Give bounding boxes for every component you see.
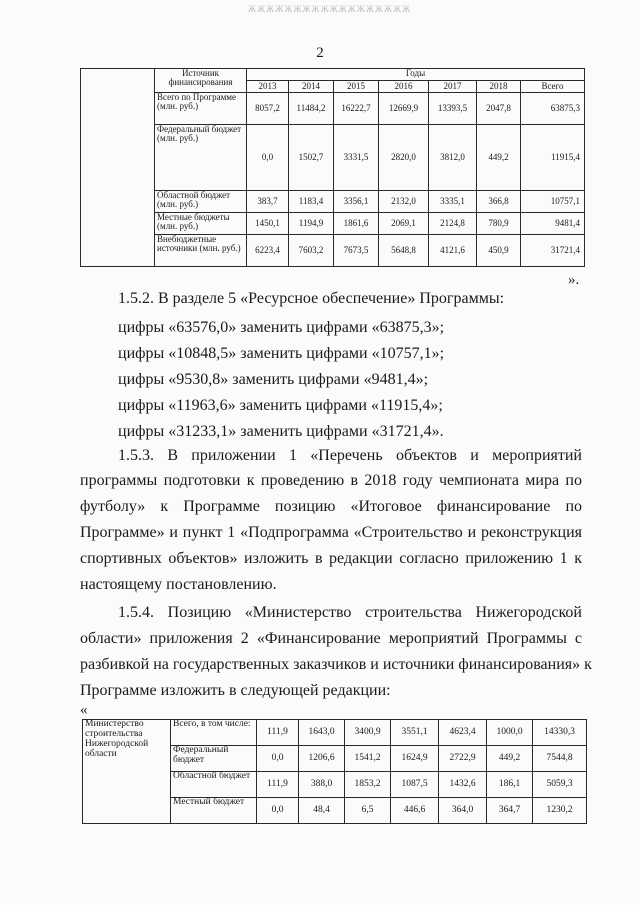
value-cell: 446,6 [391,798,439,824]
value-cell: 1643,0 [299,720,345,746]
section-1-5-3-line: Программе» и пункт 1 «Подпрограмма «Строительство и реконструкция [80,524,582,541]
value-cell: 12669,9 [379,93,429,125]
row-label: Федеральный бюджет [171,746,257,772]
page-number: 2 [316,45,324,61]
funding-table [80,68,585,267]
total-cell: 9481,4 [521,213,585,235]
total-cell: 14330,3 [533,720,587,746]
value-cell: 7673,5 [334,235,379,267]
value-cell: 7603,2 [289,235,334,267]
value-cell: 0,0 [257,798,299,824]
closing-quote: ». [568,272,580,288]
section-1-5-3-line: спортивных объектов» изложить в редакции согласно приложению 1 к [80,550,582,567]
row-label: Местный бюджет [171,798,257,824]
value-cell: 1541,2 [345,746,391,772]
table-row [81,235,585,267]
value-cell: 449,2 [477,125,521,191]
section-1-5-3-line: 1.5.3. В приложении 1 «Перечень объектов и мероприятий [118,447,582,464]
opening-quote: « [80,702,88,718]
value-cell: 383,7 [247,191,289,213]
value-cell: 366,8 [477,191,521,213]
row-label: Федеральный бюджет (млн. руб.) [155,125,247,191]
section-1-5-3-line: футболу» к Программе позицию «Итоговое финансирование по [80,498,582,515]
value-cell: 0,0 [247,125,289,191]
row-label: Местные бюджеты (млн. руб.) [155,213,247,235]
value-cell: 4121,6 [429,235,477,267]
replacement-line: цифры «63576,0» заменить цифрами «63875,3»; [118,319,445,336]
value-cell: 2124,8 [429,213,477,235]
source-header: Источник финансирования [155,69,247,93]
value-cell: 364,7 [487,798,533,824]
total-cell: 10757,1 [521,191,585,213]
value-cell: 1194,9 [289,213,334,235]
value-cell: 3812,0 [429,125,477,191]
total-cell: 5059,3 [533,772,587,798]
table-row [81,125,585,191]
empty-left-cell [81,69,155,267]
ministry-funding-table [82,719,587,824]
value-cell: 8057,2 [247,93,289,125]
year-header-cell: 2016 [379,81,429,93]
value-cell: 1853,2 [345,772,391,798]
value-cell: 2132,0 [379,191,429,213]
value-cell: 2047,8 [477,93,521,125]
table-row [81,191,585,213]
value-cell: 6223,4 [247,235,289,267]
total-cell: 31721,4 [521,235,585,267]
replacement-line: цифры «10848,5» заменить цифрами «10757,1»; [118,345,445,362]
value-cell: 4623,4 [439,720,487,746]
value-cell: 1624,9 [391,746,439,772]
value-cell: 48,4 [299,798,345,824]
value-cell: 6,5 [345,798,391,824]
year-header-cell: 2014 [289,81,334,93]
total-cell: 7544,8 [533,746,587,772]
value-cell: 3551,1 [391,720,439,746]
value-cell: 3400,9 [345,720,391,746]
value-cell: 450,9 [477,235,521,267]
value-cell: 13393,5 [429,93,477,125]
year-header-cell: 2018 [477,81,521,93]
total-header-cell: Всего [521,81,585,93]
scan-stamp-mark: ЖЖЖЖЖЖЖЖЖЖЖЖЖЖЖЖЖЖ [248,4,412,14]
value-cell: 1432,6 [439,772,487,798]
row-label: Областной бюджет (млн. руб.) [155,191,247,213]
section-1-5-3-line: настоящему постановлению. [80,576,277,593]
replacement-line: цифры «31233,1» заменить цифрами «31721,4». [118,423,444,440]
customer-cell: Министерство строительства Нижегородской области [83,720,171,824]
value-cell: 1206,6 [299,746,345,772]
section-1-5-4-line: 1.5.4. Позицию «Министерство строительства Нижегородской [118,604,582,621]
value-cell: 111,9 [257,720,299,746]
section-1-5-4-line: области» приложения 2 «Финансирование мероприятий Программы с [80,630,582,647]
total-cell: 63875,3 [521,93,585,125]
table-row [83,720,587,746]
value-cell: 449,2 [487,746,533,772]
value-cell: 1000,0 [487,720,533,746]
value-cell: 16222,7 [334,93,379,125]
section-1-5-4-line: Программе изложить в следующей редакции: [80,682,391,699]
value-cell: 364,0 [439,798,487,824]
value-cell: 2820,0 [379,125,429,191]
value-cell: 2722,9 [439,746,487,772]
value-cell: 111,9 [257,772,299,798]
year-header-cell: 2013 [247,81,289,93]
section-1-5-2-heading: 1.5.2. В разделе 5 «Ресурсное обеспечение» Программы: [118,290,505,307]
value-cell: 1502,7 [289,125,334,191]
value-cell: 3356,1 [334,191,379,213]
table-row [81,213,585,235]
years-header: Годы [247,69,585,81]
value-cell: 11484,2 [289,93,334,125]
value-cell: 388,0 [299,772,345,798]
value-cell: 1450,1 [247,213,289,235]
section-1-5-3-line: программы подготовки к проведению в 2018 году чемпионата мира по [80,472,582,489]
value-cell: 0,0 [257,746,299,772]
total-cell: 11915,4 [521,125,585,191]
table-row [81,93,585,125]
value-cell: 3335,1 [429,191,477,213]
row-label: Областной бюджет [171,772,257,798]
section-1-5-4-line: разбивкой на государственных заказчиков и источники финансирования» к [80,656,592,673]
value-cell: 186,1 [487,772,533,798]
value-cell: 1183,4 [289,191,334,213]
value-cell: 1087,5 [391,772,439,798]
row-label: Внебюджетные источники (млн. руб.) [155,235,247,267]
year-header-cell: 2017 [429,81,477,93]
total-cell: 1230,2 [533,798,587,824]
value-cell: 5648,8 [379,235,429,267]
row-label: Всего, в том числе: [171,720,257,746]
value-cell: 2069,1 [379,213,429,235]
replacement-line: цифры «9530,8» заменить цифрами «9481,4»; [118,371,429,388]
value-cell: 3331,5 [334,125,379,191]
value-cell: 1861,6 [334,213,379,235]
year-header-cell: 2015 [334,81,379,93]
replacement-line: цифры «11963,6» заменить цифрами «11915,4»; [118,397,443,414]
value-cell: 780,9 [477,213,521,235]
row-label: Всего по Программе (млн. руб.) [155,93,247,125]
